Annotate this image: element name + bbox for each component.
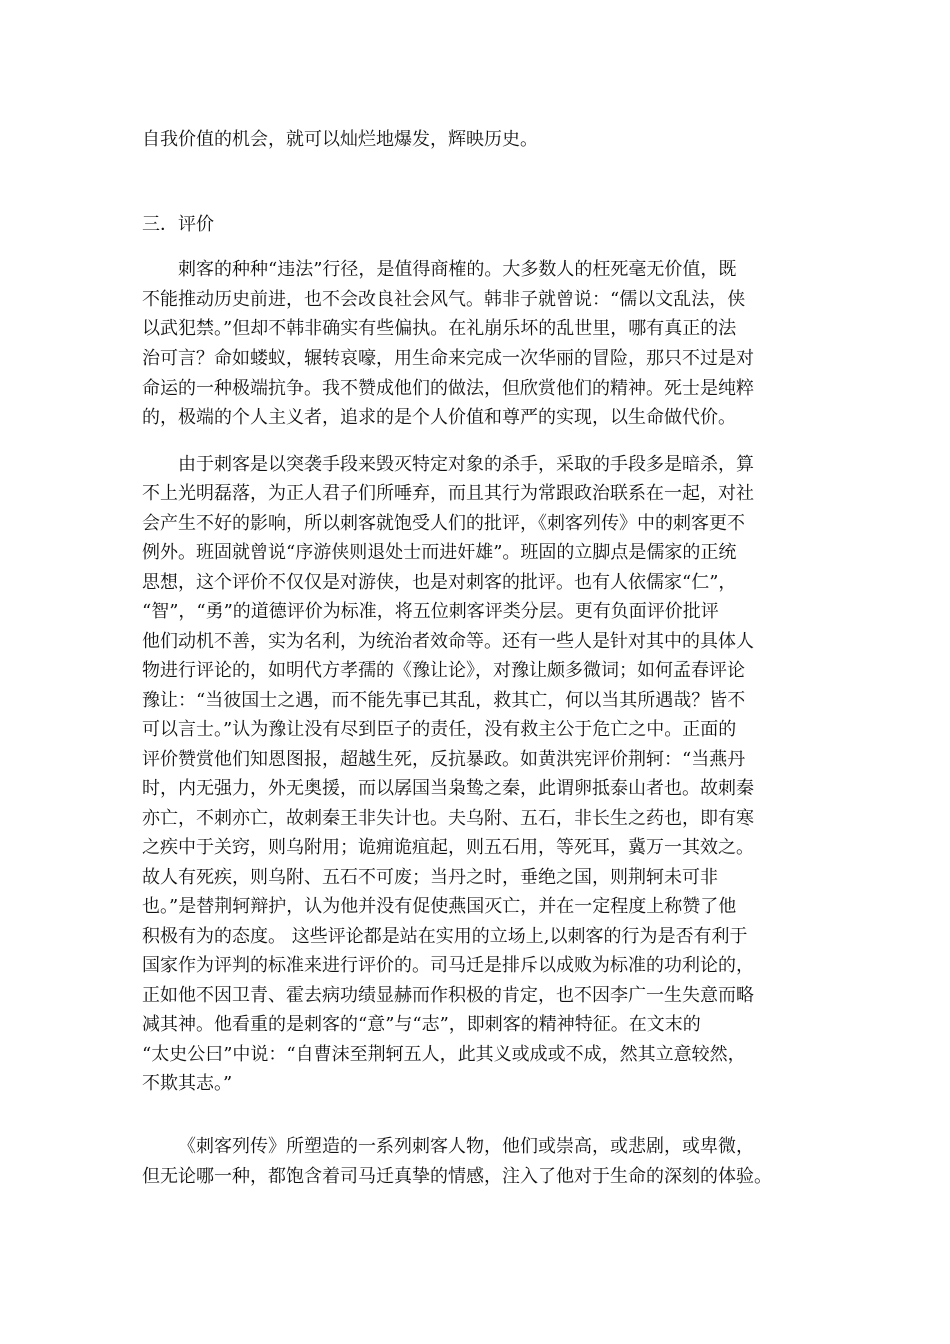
section-heading: 三．评价 — [142, 214, 214, 235]
text-line: 也。”是替荆轲辩护，认为他并没有促使燕国灭亡，并在一定程度上称赞了他 — [142, 896, 737, 917]
text-line: 他们动机不善，实为名利，为统治者效命等。还有一些人是针对其中的具体人 — [142, 631, 754, 652]
text-line: 国家作为评判的标准来进行评价的。司马迁是排斥以成败为标准的功利论的， — [142, 955, 754, 976]
text-line: 不能推动历史前进，也不会改良社会风气。韩非子就曾说：“儒以文乱法，侠 — [142, 289, 746, 310]
text-line: 积极有为的态度。 这些评论都是站在实用的立场上,以刺客的行为是否有利于 — [142, 926, 748, 947]
text-line: 会产生不好的影响，所以刺客就饱受人们的批评，《刺客列传》中的刺客更不 — [142, 513, 745, 534]
text-line: 之疾中于关窍，则乌附用；诡痈诡疽起，则五石用，等死耳，冀万一其效之。 — [142, 837, 754, 858]
text-line: 可以言士。”认为豫让没有尽到臣子的责任，没有救主公于危亡之中。正面的 — [142, 719, 737, 740]
text-line: 的，极端的个人主义者，追求的是个人价值和尊严的实现，以生命做代价。 — [142, 407, 736, 428]
text-line: 命运的一种极端抗争。我不赞成他们的做法，但欣赏他们的精神。死士是纯粹 — [142, 378, 754, 399]
text-line: 减其神。他看重的是刺客的“意”与“志”，即刺客的精神特征。在文末的 — [142, 1014, 701, 1035]
text-line: “太史公曰”中说：“自曹沫至荆轲五人，此其义或成或不成，然其立意较然， — [142, 1044, 746, 1065]
text-line: “智”，“勇”的道德评价为标准，将五位刺客评类分层。更有负面评价批评 — [142, 601, 719, 622]
text-line: 豫让：“当彼国士之遇，而不能先事已其乱，救其亡，何以当其所遇哉？皆不 — [142, 690, 746, 711]
text-line: 但无论哪一种，都饱含着司马迁真挚的情感，注入了他对于生命的深刻的体验。 — [142, 1166, 772, 1187]
text-line: 以武犯禁。”但却不韩非确实有些偏执。在礼崩乐坏的乱世里，哪有真正的法 — [142, 318, 737, 339]
text-line: 自我价值的机会，就可以灿烂地爆发，辉映历史。 — [142, 129, 538, 150]
text-line: 物进行评论的，如明代方孝孺的《豫让论》，对豫让颇多微词；如何孟春评论 — [142, 660, 745, 681]
text-line: 《刺客列传》所塑造的一系列刺客人物，他们或崇高，或悲剧，或卑微， — [178, 1136, 754, 1157]
text-line: 亦亡，不刺亦亡，故刺秦王非失计也。夫乌附、五石，非长生之药也，即有寒 — [142, 808, 754, 829]
text-line: 时，内无强力，外无奥援，而以孱国当枭鸷之秦，此谓卵抵泰山者也。故刺秦 — [142, 778, 754, 799]
text-line: 不欺其志。” — [142, 1073, 233, 1094]
text-line: 例外。班固就曾说“序游侠则退处士而进奸雄”。班固的立脚点是儒家的正统 — [142, 542, 737, 563]
text-line: 评价赞赏他们知恩图报，超越生死，反抗暴政。如黄洪宪评价荆轲：“当燕丹 — [142, 749, 746, 770]
text-line: 故人有死疾，则乌附、五石不可废；当丹之时，垂绝之国，则荆轲未可非 — [142, 867, 718, 888]
text-line: 治可言？命如蝼蚁，辗转哀嚎，用生命来完成一次华丽的冒险，那只不过是对 — [142, 348, 754, 369]
text-line: 正如他不因卫青、霍去病功绩显赫而作积极的肯定，也不因李广一生失意而略 — [142, 985, 754, 1006]
text-line: 思想，这个评价不仅仅是对游侠，也是对刺客的批评。也有人依儒家“仁”， — [142, 572, 737, 593]
text-line: 刺客的种种“违法”行径，是值得商榷的。大多数人的枉死毫无价值，既 — [178, 259, 737, 280]
text-line: 由于刺客是以突袭手段来毁灭特定对象的杀手，采取的手段多是暗杀，算 — [178, 454, 754, 475]
text-line: 不上光明磊落，为正人君子们所唾弃，而且其行为常跟政治联系在一起，对社 — [142, 483, 754, 504]
